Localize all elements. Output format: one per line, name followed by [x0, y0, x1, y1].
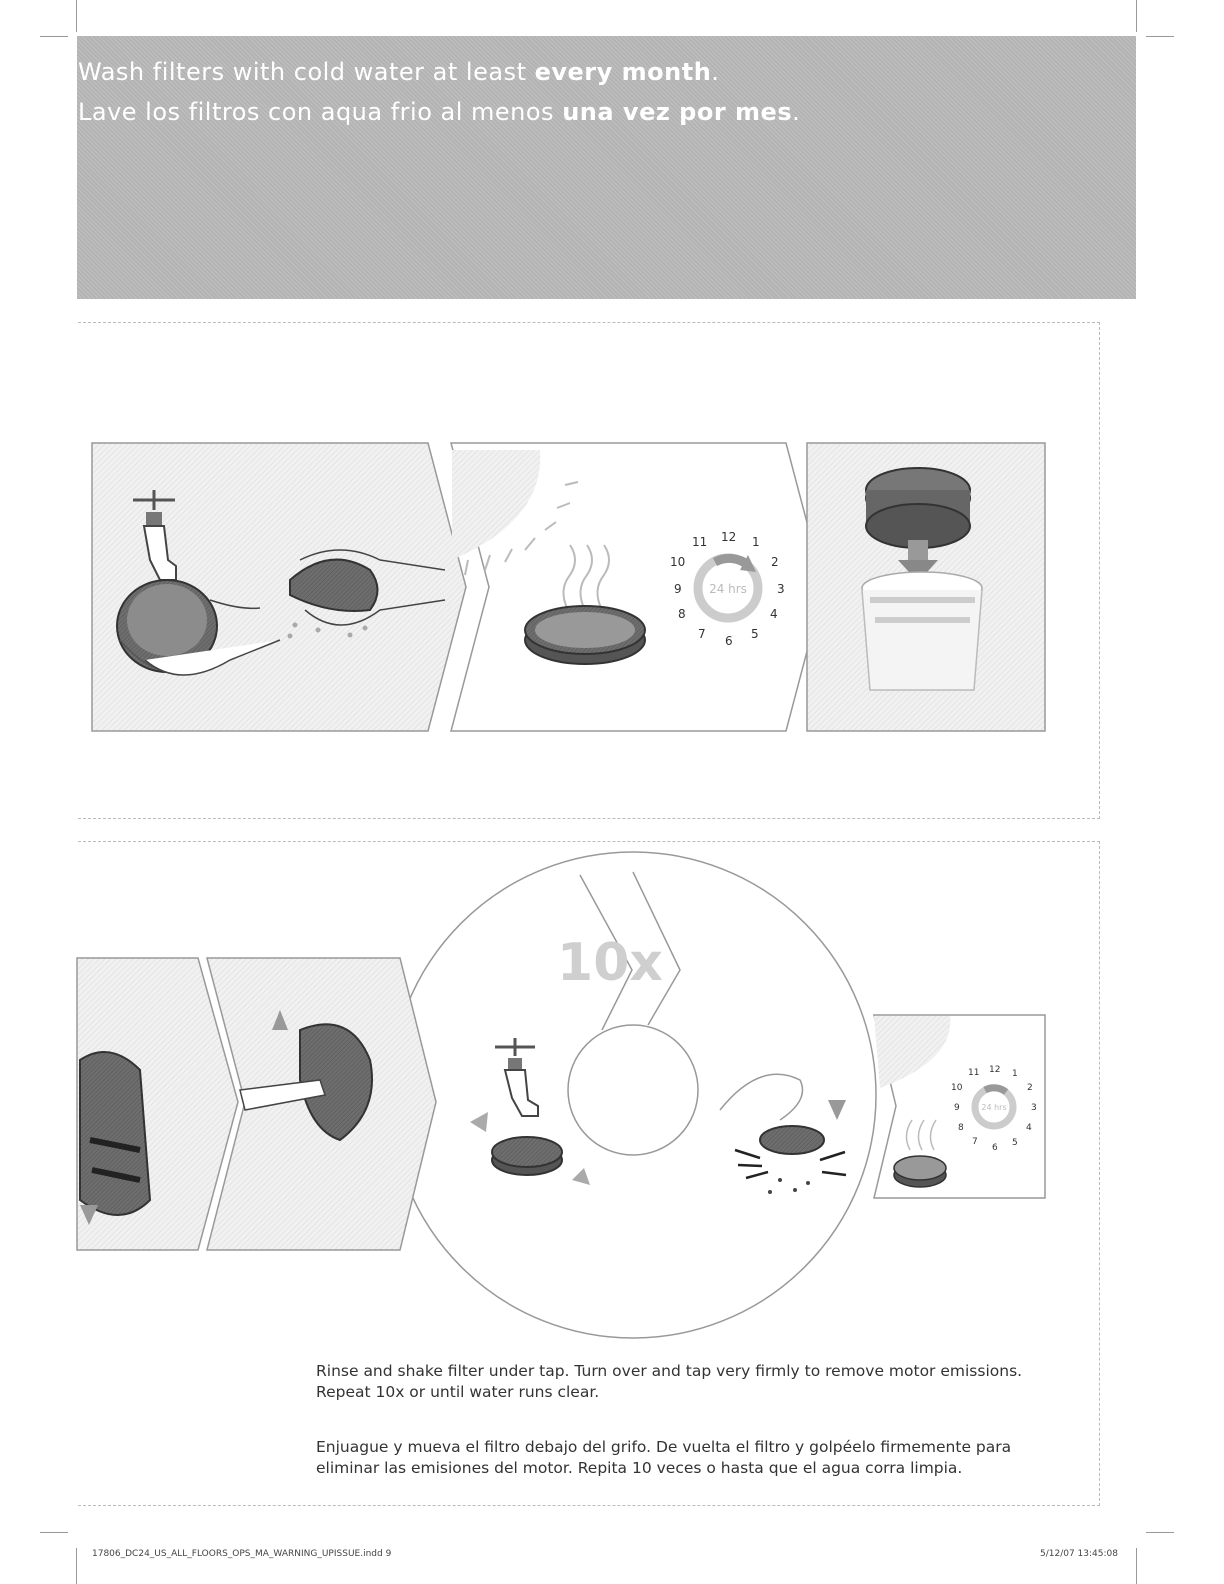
caption-english	[316, 1361, 1036, 1403]
step-dry-panel	[451, 443, 824, 731]
clock-hour-9: 9	[674, 582, 682, 596]
footer-file-name: 17806_DC24_US_ALL_FLOORS_OPS_MA_WARNING_UPISSUE.indd 9	[92, 1549, 392, 1559]
clock-hour-10: 10	[670, 555, 686, 569]
clock-hour-7: 7	[698, 627, 706, 641]
caption-es-line2: eliminar las emisiones del motor. Repita 10 veces o hasta que el agua corra limpia.	[316, 1459, 963, 1477]
clock-hour-12: 12	[721, 530, 737, 544]
banner-es-text: Lave los filtros con aqua frio al menos	[78, 98, 563, 126]
clock-small-center-label: 24 hrs	[981, 1103, 1007, 1112]
repeat-10x-badge: 10x	[557, 933, 663, 993]
banner-en-text: Wash filters with cold water at least	[78, 58, 535, 86]
step-wash-panel	[92, 443, 466, 731]
clock-hour-2: 2	[771, 555, 779, 569]
clock-hour-11: 11	[692, 535, 708, 549]
clock-small-hour-6: 6	[992, 1143, 998, 1153]
step-reinsert-panel	[807, 443, 1045, 731]
clock-small-hour-12: 12	[989, 1065, 1001, 1075]
clock-small-hour-1: 1	[1012, 1069, 1018, 1079]
clock-small-hour-5: 5	[1012, 1138, 1018, 1148]
clock-small-hour-2: 2	[1027, 1083, 1033, 1093]
clock-small-hour-9: 9	[954, 1103, 960, 1113]
caption-spanish	[316, 1437, 1036, 1479]
clock-small-hour-10: 10	[951, 1083, 963, 1093]
banner-en-emphasis: every month	[534, 58, 712, 86]
caption-en-line2: Repeat 10x or until water runs clear.	[316, 1383, 600, 1401]
banner-es-emphasis: una vez por mes	[562, 98, 793, 126]
banner-es-period: .	[792, 98, 801, 126]
clock-hour-3: 3	[777, 582, 785, 596]
banner-en-period: .	[711, 58, 720, 86]
caption-en-line1: Rinse and shake filter under tap. Turn over and tap very firmly to remove motor emissions.	[316, 1362, 1023, 1380]
footer-timestamp: 5/12/07 13:45:08	[1040, 1549, 1118, 1559]
clock-small-hour-7: 7	[972, 1137, 978, 1147]
clock-hour-1: 1	[752, 535, 760, 549]
clock-hour-5: 5	[751, 627, 759, 641]
bottom-steps-illustration	[77, 852, 1045, 1338]
clock-small-hour-8: 8	[958, 1123, 964, 1133]
caption-es-line1: Enjuague y mueva el filtro debajo del grifo. De vuelta el filtro y golpéelo firmemente para	[316, 1438, 1012, 1456]
clock-small-hour-11: 11	[968, 1068, 980, 1078]
clock-small-hour-3: 3	[1031, 1103, 1037, 1113]
clock-hour-8: 8	[678, 607, 686, 621]
clock-hour-4: 4	[770, 607, 778, 621]
clock-hour-6: 6	[725, 634, 733, 648]
clock-center-label: 24 hrs	[709, 582, 747, 596]
clock-small-hour-4: 4	[1026, 1123, 1032, 1133]
